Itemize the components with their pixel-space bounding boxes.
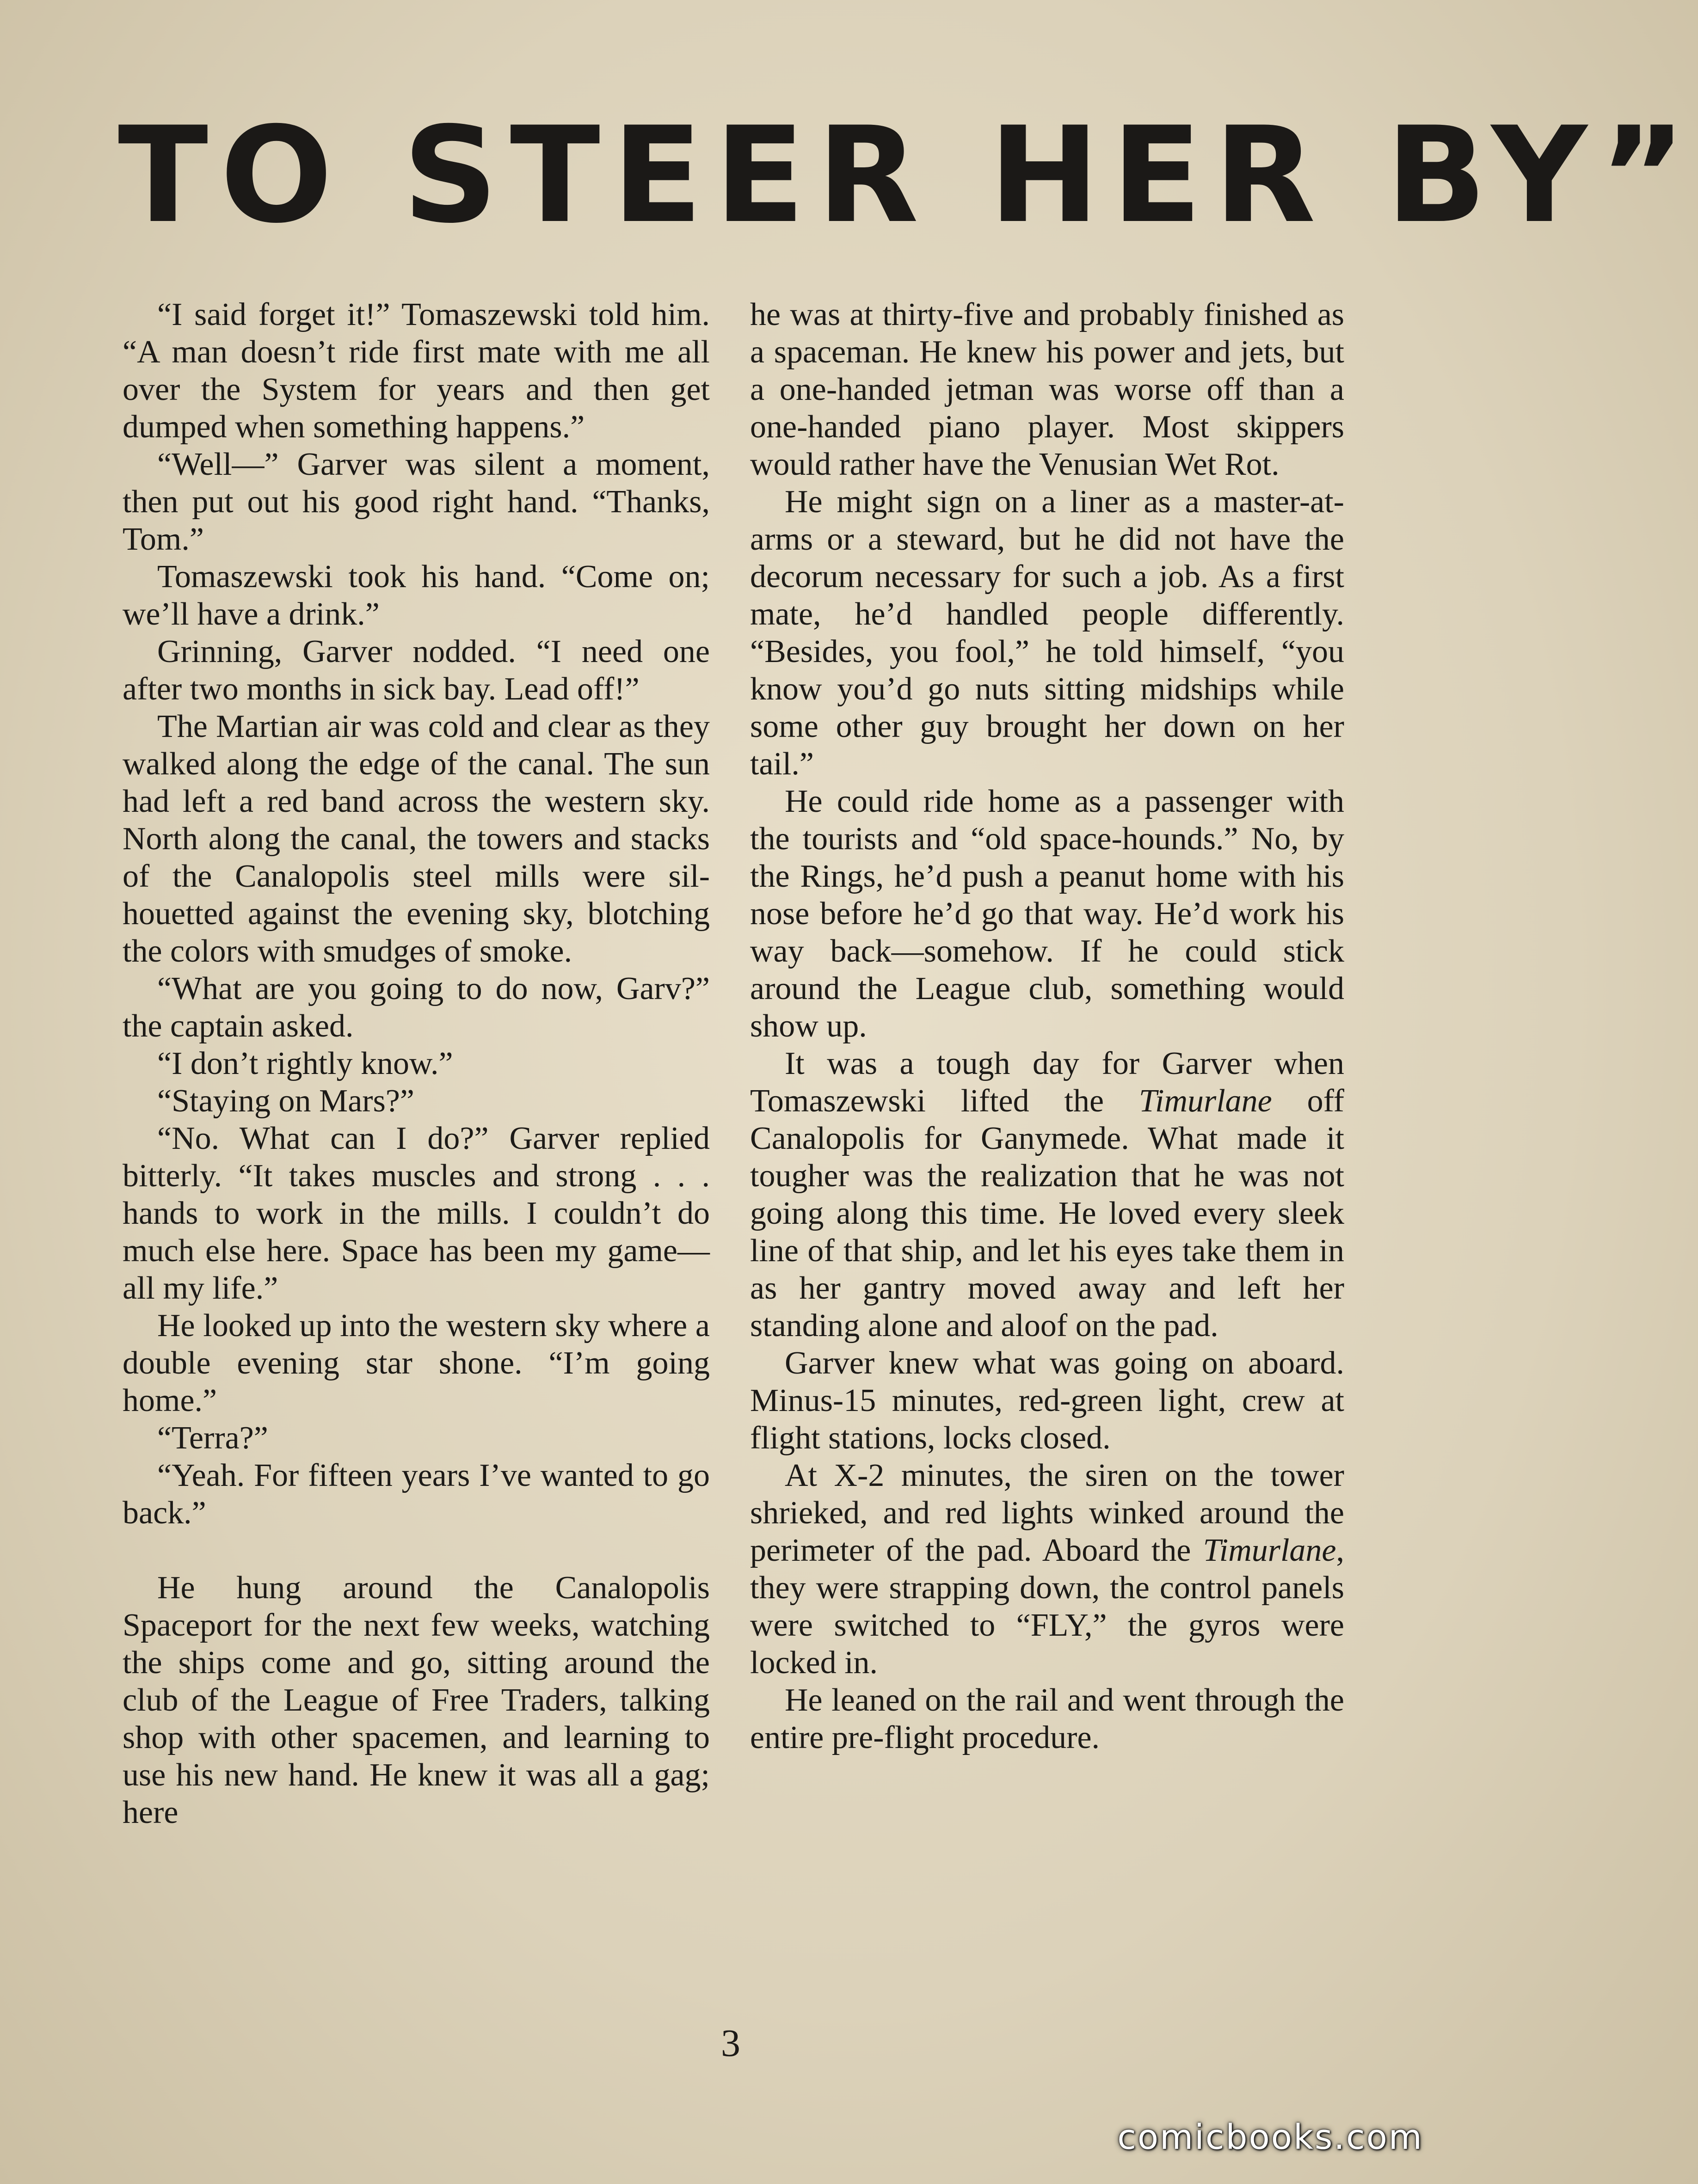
page-number: 3 <box>721 2022 740 2065</box>
right-text-column <box>750 296 1344 1756</box>
story-title: TO STEER HER BY” <box>118 99 1698 252</box>
text-run: , they were strapping down, the control panels were switched to “FLY,” the gyros were locked in. <box>750 1533 1344 1681</box>
paragraph <box>750 1045 1344 1344</box>
paragraph: He could ride home as a passenger with the tourists and “old space-hounds.” No, by the Rings, he’d push a peanut home with his nose before he’d go that way. He’d work his way back—somehow. If he could stick around the League club, something would show up. <box>750 784 1344 1044</box>
paragraph: “Well—” Garver was silent a moment, then put out his good right hand. “Thanks, Tom.” <box>123 447 710 557</box>
paragraph: Grinning, Garver nodded. “I need one after two months in sick bay. Lead off!” <box>123 634 710 707</box>
paragraph: He leaned on the rail and went through the entire pre-flight procedure. <box>750 1682 1344 1755</box>
paragraph: Garver knew what was going on aboard. Minus-15 minutes, red-green light, crew at flight stations, locks closed. <box>750 1345 1344 1456</box>
text-run: It was a tough day for Garver when Tomaszewski lifted the <box>750 1046 1344 1119</box>
ship-name: Timurlane <box>1138 1083 1272 1119</box>
watermark: comicbooks.com <box>1117 2117 1423 2157</box>
paragraph: He looked up into the western sky where a double evening star shone. “I’m going home.” <box>123 1308 710 1418</box>
paragraph: “I said forget it!” Tomaszewski told him. “A man doesn’t ride first mate with me all over the System for years and then get dumped when something happens.” <box>123 297 710 445</box>
paragraph: He hung around the Canalopolis Spaceport for the next few weeks, watching the ships come and go, sitting around the club of the League of Free Traders, talking shop with other spacemen, and learning to use his new hand. He knew it was all a gag; here <box>123 1570 710 1830</box>
text-run: At X-2 minutes, the siren on the tower shrieked, and red lights winked around the perimeter of the pad. Aboard the <box>750 1458 1344 1568</box>
paragraph: “No. What can I do?” Garver replied bitterly. “It takes muscles and strong . . . hands to work in the mills. I couldn’t do much else here. Space has been my game—all my life.” <box>123 1121 710 1306</box>
paragraph: “Yeah. For fifteen years I’ve wanted to go back.” <box>123 1458 710 1531</box>
paragraph: The Martian air was cold and clear as they walked along the edge of the canal. The sun had left a red band across the western sky. North along the canal, the towers and stacks of the Canalopolis steel mills were silhouetted against the evening sky, blotching the colors with smudges of smoke. <box>123 709 710 969</box>
paragraph: He might sign on a liner as a master-at-arms or a steward, but he did not have the decorum necessary for such a job. As a first mate, he’d handled people differently. “Besides, you fool,” he told himself, “you know you’d go nuts sitting midships while some other guy brought her down on her tail.” <box>750 484 1344 782</box>
paragraph: “Terra?” <box>157 1420 268 1456</box>
paragraph: Tomaszewski took his hand. “Come on; we’ll have a drink.” <box>123 559 710 632</box>
left-text-column <box>123 296 710 1831</box>
text-run: off Canalopolis for Ganymede. What made it tougher was the realization that he was not going along this time. He loved every sleek line of that ship, and let his eyes take them in as her gantry moved away and left her standing alone and aloof on the pad. <box>750 1083 1344 1344</box>
paragraph <box>750 1457 1344 1681</box>
paragraph: he was at thirty-five and probably finished as a spaceman. He knew his power and jets, but a one-handed jetman was worse off than a one-handed piano player. Most skippers would rather have the Venusian Wet Rot. <box>750 297 1344 482</box>
paragraph: “What are you going to do now, Garv?” the captain asked. <box>123 971 710 1044</box>
paragraph: “I don’t rightly know.” <box>157 1046 453 1081</box>
ship-name: Timurlane <box>1203 1533 1336 1568</box>
paragraph: “Staying on Mars?” <box>157 1083 414 1119</box>
